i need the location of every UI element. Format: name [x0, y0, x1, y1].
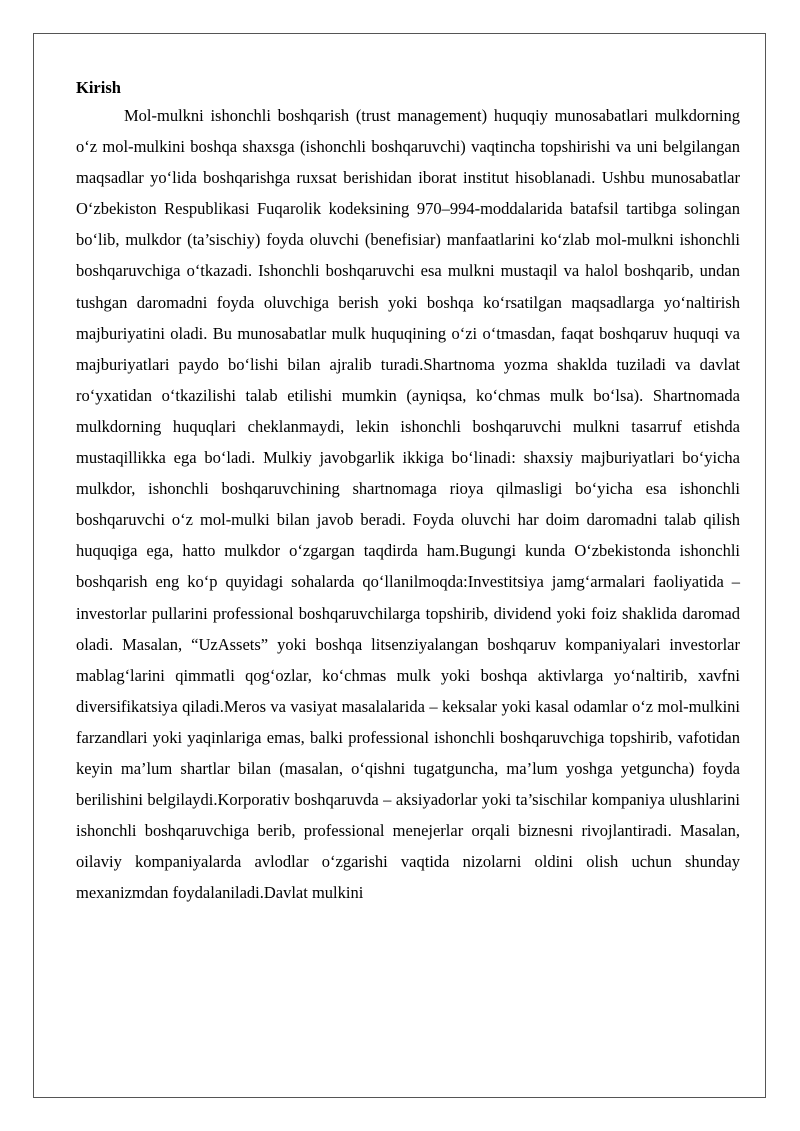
body-paragraph: Mol-mulkni ishonchli boshqarish (trust management) huquqiy munosabatlari mulkdorning o‘z mol-mulkini boshqa shaxsga (ishonchli boshqaruvchi) vaqtincha topshirishi va uni belgilangan maqsadlar yo‘lida boshqarishga ruxsat berishidan iborat institut hisoblanadi. Ushbu munosabatlar O‘zbekiston Respublikasi Fuqarolik kodeksining 970–994-moddalarida batafsil tartibga solingan bo‘lib, mulkdor (ta’sischiy) foyda oluvchi (benefisiar) manfaatlarini ko‘zlab mol-mulkni ishonchli boshqaruvchiga o‘tkazadi. Ishonchli boshqaruvchi esa mulkni mustaqil va halol boshqarib, undan tushgan daromadni foyda oluvchiga berish yoki boshqa ko‘rsatilgan maqsadlarga yo‘naltirish majburiyatini oladi. Bu munosabatlar mulk huquqining o‘zi o‘tmasdan, faqat boshqaruv huquqi va majburiyatlari paydo bo‘lishi bilan ajralib turadi.Shartnoma yozma shaklda tuziladi va davlat ro‘yxatidan o‘tkazilishi talab etilishi mumkin (ayniqsa, ko‘chmas mulk bo‘lsa). Shartnomada mulkdorning huquqlari cheklanmaydi, lekin ishonchli boshqaruvchi mulkni tasarruf etishda mustaqillikka ega bo‘ladi. Mulkiy javobgarlik ikkiga bo‘linadi: shaxsiy majburiyatlari bo‘yicha mulkdor, ishonchli boshqaruvchining shartnomaga rioya qilmasligi bo‘yicha esa ishonchli boshqaruvchi o‘z mol-mulki bilan javob beradi. Foyda oluvchi har doim daromadni talab qilish huquqiga ega, hatto mulkdor o‘zgargan taqdirda ham.Bugungi kunda O‘zbekistonda ishonchli boshqarish eng ko‘p quyidagi sohalarda qo‘llanilmoqda:Investitsiya jamg‘armalari faoliyatida – investorlar pullarini professional boshqaruvchilarga topshirib, dividend yoki foiz shaklida daromad oladi. Masalan, “UzAssets” yoki boshqa litsenziyalangan boshqaruv kompaniyalari investorlar mablag‘larini qimmatli qog‘ozlar, ko‘chmas mulk yoki boshqa aktivlarga yo‘naltirib, xavfni diversifikatsiya qiladi.Meros va vasiyat masalalarida – keksalar yoki kasal odamlar o‘z mol-mulkini farzandlari yoki yaqinlariga emas, balki professional ishonchli boshqaruvchiga topshirib, vafotidan keyin ma’lum shartlar bilan (masalan, o‘qishni tugatguncha, ma’lum yoshga yetguncha) foyda berilishini belgilaydi.Korporativ boshqaruvda – aksiyadorlar yoki ta’sischilar kompaniya ulushlarini ishonchli boshqaruvchiga berib, professional menejerlar orqali biznesni rivojlantiradi. Masalan, oilaviy kompaniyalarda avlodlar o‘zgarishi vaqtida nizolarni oldini olish uchun shunday mexanizmdan foydalaniladi.Davlat mulkini [76, 106, 740, 903]
document-body [76, 76, 740, 908]
section-heading: Kirish [76, 78, 121, 97]
